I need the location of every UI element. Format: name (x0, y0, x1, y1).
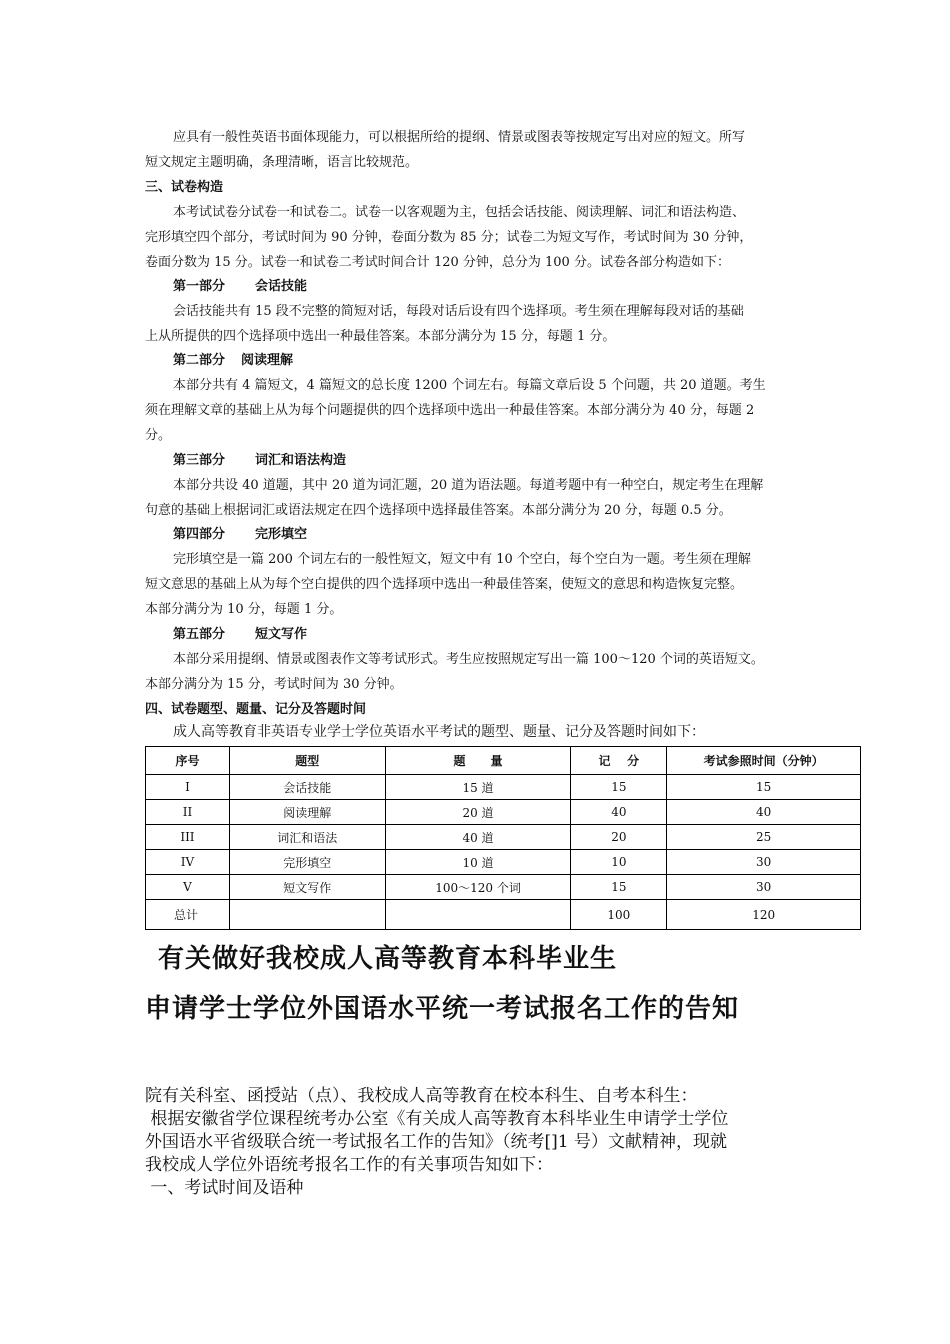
table-row (146, 800, 861, 825)
notice-title-line2: 申请学士学位外国语水平统一考试报名工作的告知 (145, 994, 740, 1024)
text-line: 外国语水平省级联合统一考试报名工作的告知》（统考[]1 号）文献精神，现就 (145, 1132, 727, 1152)
table-cell: 10 (571, 850, 667, 875)
table-cell: 10 道 (385, 850, 571, 875)
table-row (146, 875, 861, 900)
table-cell: 15 道 (385, 775, 571, 800)
text-line: 短文规定主题明确，条理清晰，语言比较规范。 (145, 155, 419, 170)
table-cell: 20 (571, 825, 667, 850)
table-intro: 成人高等教育非英语专业学士学位英语水平考试的题型、题量、记分及答题时间如下： (173, 724, 705, 740)
column-header: 题型 (229, 747, 385, 775)
part-heading (173, 448, 346, 473)
notice-body (145, 1085, 728, 1200)
table-cell: IV (146, 850, 230, 875)
text-line: 短文意思的基础上从为每个空白提供的四个选择项中选出一种最佳答案，使短文的意思和构造恢复完整。 (145, 577, 744, 592)
table-cell: 阅读理解 (229, 800, 385, 825)
intro-paragraph (145, 125, 745, 175)
text-line: 完形填空是一篇 200 个词左右的一般性短文，短文中有 10 个空白，每个空白为一题。考生须在理解 (173, 552, 751, 567)
table-cell (385, 900, 571, 930)
text-line: 本部分采用提纲、情景或图表作文等考试形式。考生应按照规定写出一篇 100～120 个词的英语短文。 (173, 652, 764, 667)
text-line: 根据安徽省学位课程统考办公室《有关成人高等教育本科毕业生申请学士学位 (145, 1109, 729, 1129)
part-paragraph (145, 299, 744, 349)
table-cell: 短文写作 (229, 875, 385, 900)
table-cell: 30 (667, 850, 861, 875)
table-row (146, 775, 861, 800)
part-paragraph (145, 373, 766, 448)
text-line: 本考试试卷分试卷一和试卷二。试卷一以客观题为主，包括会话技能、阅读理解、词汇和语法构造、 (173, 205, 746, 220)
table-row (146, 850, 861, 875)
table-cell: 会话技能 (229, 775, 385, 800)
column-header: 序号 (146, 747, 230, 775)
part-heading (173, 622, 307, 647)
exam-structure-table (145, 746, 861, 930)
column-header: 考试参照时间（分钟） (667, 747, 861, 775)
table-cell: 总计 (146, 900, 230, 930)
table-cell: 40 (571, 800, 667, 825)
text-line: 应具有一般性英语书面体现能力，可以根据所给的提纲、情景或图表等按规定写出对应的短文。所写 (173, 130, 746, 145)
table-cell: I (146, 775, 230, 800)
part-heading (173, 274, 307, 299)
text-line: 本部分满分为 15 分，考试时间为 30 分钟。 (145, 677, 403, 692)
section-heading: 四、试卷题型、题量、记分及答题时间 (145, 702, 367, 717)
table-cell (229, 900, 385, 930)
text-line: 院有关科室、函授站（点）、我校成人高等教育在校本科生、自考本科生： (145, 1086, 698, 1106)
text-line: 一、考试时间及语种 (145, 1178, 304, 1198)
part-paragraph (145, 647, 764, 697)
text-line: 句意的基础上根据词汇或语法规定在四个选择项中选择最佳答案。本部分满分为 20 分，每题 0.5 分。 (145, 503, 732, 518)
section-paragraph (145, 200, 752, 275)
part-label: 第四部分 (173, 527, 226, 542)
part-name: 短文写作 (255, 627, 308, 642)
table-cell: 120 (667, 900, 861, 930)
table-total-row (146, 900, 861, 930)
table-cell: 25 (667, 825, 861, 850)
table-cell: 15 (571, 775, 667, 800)
part-label: 第五部分 (173, 627, 226, 642)
text-line: 本部分满分为 10 分，每题 1 分。 (145, 602, 343, 617)
table-cell: 40 道 (385, 825, 571, 850)
table-cell: V (146, 875, 230, 900)
part-name: 阅读理解 (241, 353, 294, 368)
table-cell: 40 (667, 800, 861, 825)
table-header-row (146, 747, 861, 775)
table-cell: III (146, 825, 230, 850)
text-line: 卷面分数为 15 分。试卷一和试卷二考试时间合计 120 分钟，总分为 100 分。试卷各部分构造如下： (145, 255, 730, 270)
text-line: 分。 (145, 428, 172, 443)
part-paragraph (145, 473, 763, 523)
part-name: 完形填空 (255, 527, 308, 542)
table-cell: 100～120 个词 (385, 875, 571, 900)
part-label: 第一部分 (173, 279, 226, 294)
part-name: 会话技能 (255, 279, 308, 294)
text-line: 我校成人学位外语统考报名工作的有关事项告知如下： (145, 1155, 553, 1175)
table-row (146, 825, 861, 850)
text-line: 上从所提供的四个选择项中选出一种最佳答案。本部分满分为 15 分，每题 1 分。 (145, 329, 616, 344)
table-cell: 15 (571, 875, 667, 900)
table-cell: 100 (571, 900, 667, 930)
column-header: 记 分 (571, 747, 667, 775)
table-cell: 15 (667, 775, 861, 800)
text-line: 会话技能共有 15 段不完整的简短对话，每段对话后设有四个选择项。考生须在理解每段对话的基础 (173, 304, 744, 319)
part-paragraph (145, 547, 751, 622)
text-line: 完形填空四个部分，考试时间为 90 分钟，卷面分数为 85 分；试卷二为短文写作，考试时间为 30 分钟， (145, 230, 753, 245)
column-header: 题 量 (385, 747, 571, 775)
part-label: 第二部分 (173, 353, 226, 368)
part-heading (173, 522, 307, 547)
table-cell: 词汇和语法 (229, 825, 385, 850)
notice-title-line1: 有关做好我校成人高等教育本科毕业生 (158, 944, 618, 974)
text-line: 须在理解文章的基础上从为每个问题提供的四个选择项中选出一种最佳答案。本部分满分为 40 分，每题 2 (145, 403, 755, 418)
table-cell: II (146, 800, 230, 825)
part-heading (173, 348, 293, 373)
table-cell: 30 (667, 875, 861, 900)
part-name: 词汇和语法构造 (255, 453, 347, 468)
section-heading: 三、试卷构造 (145, 180, 224, 195)
part-label: 第三部分 (173, 453, 226, 468)
text-line: 本部分共有 4 篇短文，4 篇短文的总长度 1200 个词左右。每篇文章后设 5 个问题，共 20 道题。考生 (173, 378, 766, 393)
table-cell: 20 道 (385, 800, 571, 825)
text-line: 本部分共设 40 道题，其中 20 道为词汇题，20 道为语法题。每道考题中有一种空白，规定考生在理解 (173, 478, 764, 493)
table-cell: 完形填空 (229, 850, 385, 875)
